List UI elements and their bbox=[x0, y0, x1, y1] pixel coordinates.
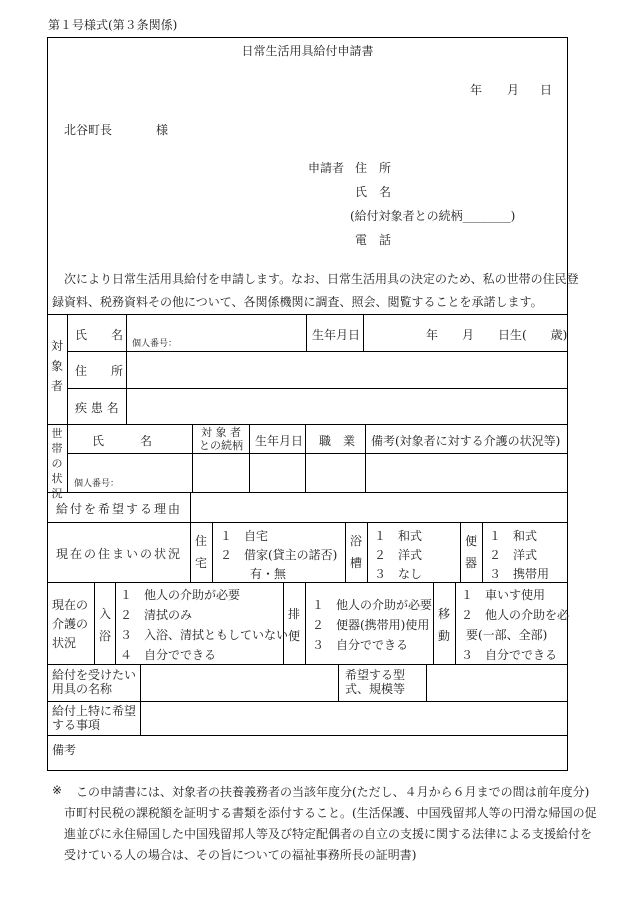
reason-label: 給付を希望する理由 bbox=[56, 502, 183, 516]
special-requests-label: 給付上特に希望する事項 bbox=[52, 704, 137, 732]
housing-label: 住宅 bbox=[194, 534, 207, 570]
form-title: 日常生活用具給付申請書 bbox=[241, 44, 374, 58]
bathing-label: 入浴 bbox=[98, 607, 111, 643]
mobility-option-1: １ 車いす使用 bbox=[461, 588, 546, 602]
applicant-name-label: 氏 名 bbox=[355, 185, 392, 199]
mobility-option-3: 要(一部、全部) bbox=[466, 628, 548, 642]
residence-label: 現在の住まいの状況 bbox=[56, 547, 183, 561]
bath-option-3: ３ なし bbox=[374, 567, 423, 581]
honorific: 様 bbox=[156, 123, 169, 137]
housing-option-1: １ 自宅 bbox=[220, 529, 269, 543]
item-name-label: 給付を受けたい用具の名称 bbox=[52, 668, 137, 696]
household-col-relation: 対 象 者との続柄 bbox=[199, 426, 243, 452]
footnote-mark: ※ bbox=[52, 783, 63, 797]
excretion-label: 排便 bbox=[287, 607, 300, 643]
item-model-label: 希望する型式、規模等 bbox=[345, 668, 406, 696]
bathing-option-1: １ 他人の介助が必要 bbox=[120, 588, 241, 602]
care-label: 現在の介護の状況 bbox=[52, 598, 89, 650]
applicant-label: 申請者 bbox=[308, 161, 345, 175]
household-id-label: 個人番号： bbox=[74, 479, 120, 489]
toilet-option-2: ２ 洋式 bbox=[489, 548, 538, 562]
applicant-address-label: 住 所 bbox=[355, 161, 392, 175]
form-number: 第１号様式(第３条関係) bbox=[48, 18, 178, 32]
subject-section-label: 対象者 bbox=[50, 339, 63, 393]
household-col-job: 職 業 bbox=[319, 434, 356, 448]
housing-option-3: 有・無 bbox=[250, 567, 287, 581]
footnote-line-4: 受けている人の場合は、その旨についての福祉事務所長の証明書) bbox=[64, 848, 417, 862]
household-section-label: 世帯の状況 bbox=[51, 427, 63, 500]
excretion-option-1: １ 他人の介助が必要 bbox=[312, 598, 433, 612]
bath-option-2: ２ 洋式 bbox=[374, 548, 423, 562]
date-year: 年 bbox=[470, 83, 483, 97]
mobility-option-2: ２ 他人の介助を必 bbox=[461, 608, 570, 622]
footnote-line-3: 進並びに永住帰国した中国残留邦人等及び特定配偶者の自立の支援に関する法律による支援給付を bbox=[64, 827, 593, 841]
consent-text-2: 録資料、税務資料その他について、各関係機関に調査、照会、閲覧することを承諾します。 bbox=[52, 295, 543, 309]
subject-address-label: 住 所 bbox=[75, 364, 124, 378]
mobility-label: 移動 bbox=[437, 607, 450, 643]
toilet-option-1: １ 和式 bbox=[489, 529, 538, 543]
footnote-line-2: 市町村民税の課税額を証明する書類を添付すること。(生活保護、中国残留邦人等の円滑な帰国の促 bbox=[64, 806, 597, 820]
subject-disease-label: 疾 患 名 bbox=[75, 401, 119, 415]
consent-text-1: 次により日常生活用具給付を申請します。なお、日常生活用具の決定のため、私の世帯の住民登 bbox=[64, 272, 579, 286]
mobility-option-4: ３ 自分でできる bbox=[461, 648, 558, 662]
date-month: 月 bbox=[507, 83, 520, 97]
bathing-option-2: ２ 清拭のみ bbox=[120, 608, 193, 622]
bathing-option-3: ３ 入浴、清拭ともしていない bbox=[120, 628, 289, 642]
applicant-relation-label: (給付対象者との続柄________) bbox=[350, 209, 516, 223]
household-col-name: 氏 名 bbox=[92, 434, 153, 448]
housing-option-2: ２ 借家(貸主の諾否) bbox=[220, 548, 338, 562]
addressee: 北谷町長 bbox=[64, 123, 113, 137]
household-col-birth: 生年月日 bbox=[255, 434, 304, 448]
toilet-option-3: ３ 携帯用 bbox=[489, 567, 550, 581]
excretion-option-2: ２ 便器(携帯用)使用 bbox=[312, 618, 430, 632]
bathing-option-4: ４ 自分でできる bbox=[120, 648, 217, 662]
notes-label: 備考 bbox=[52, 743, 77, 757]
footnote-line-1: この申請書には、対象者の扶養義務者の当該年度分(ただし、４月から６月までの間は前年度分) bbox=[76, 785, 590, 799]
bath-label: 浴槽 bbox=[349, 534, 362, 570]
excretion-option-3: ３ 自分でできる bbox=[312, 638, 409, 652]
subject-birth-format: 年 月 日生( 歳) bbox=[426, 328, 568, 342]
applicant-phone-label: 電 話 bbox=[355, 233, 392, 247]
subject-name-label: 氏 名 bbox=[75, 328, 124, 342]
toilet-label: 便器 bbox=[464, 534, 477, 570]
household-col-notes: 備考(対象者に対する介護の状況等) bbox=[371, 434, 561, 448]
date-day: 日 bbox=[540, 83, 553, 97]
subject-birth-label: 生年月日 bbox=[312, 328, 361, 342]
bath-option-1: １ 和式 bbox=[374, 529, 423, 543]
subject-id-label: 個人番号： bbox=[132, 339, 178, 349]
